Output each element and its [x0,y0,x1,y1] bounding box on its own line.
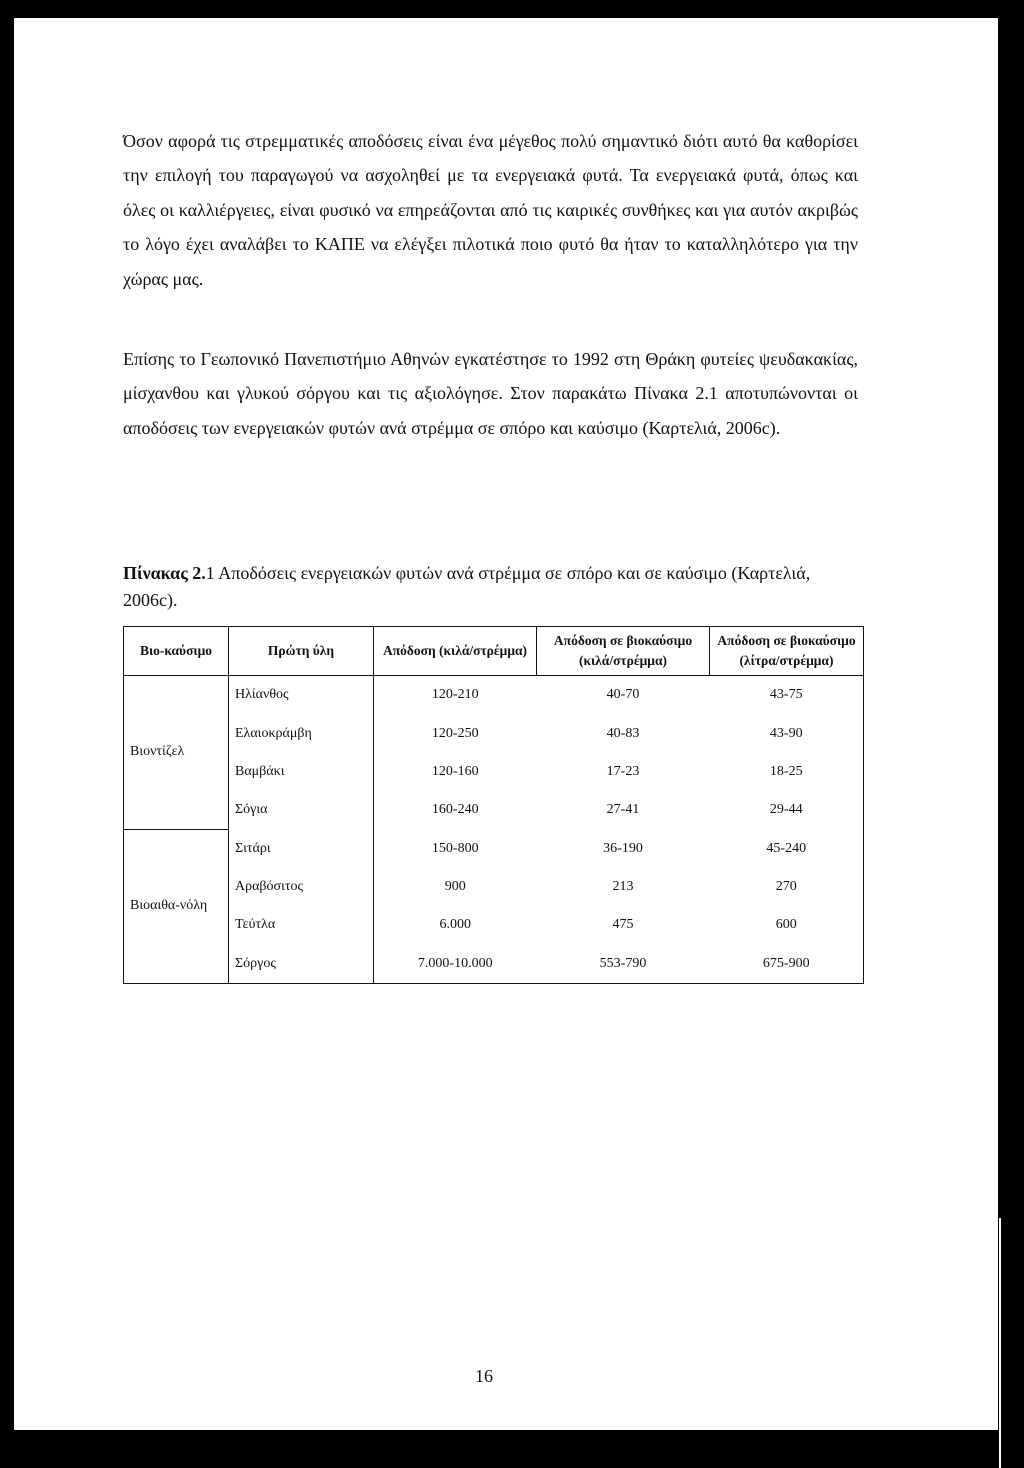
table-caption [123,560,863,614]
header-biofuel-kg: Απόδοση σε βιοκαύσιμο (κιλά/στρέμμα) [537,627,710,676]
cell-biofuel-kg: 17-23 [606,763,640,779]
table-row [124,829,864,867]
document-page [14,18,998,1430]
cell-biofuel-litres: 43-90 [769,725,803,741]
table-row [124,714,864,752]
table-row [124,945,864,984]
caption-label: Πίνακας 2. [123,563,206,583]
cell-biofuel-kg: 213 [612,879,634,894]
cell-yield: 150-800 [431,840,479,856]
cell-yield: 160-240 [431,802,479,818]
cell-raw: Ηλίανθος [229,676,374,715]
cell-biofuel-kg: 27-41 [606,802,640,818]
cell-biofuel-litres: 29-44 [769,802,803,818]
edge-line [999,1218,1001,1468]
cell-yield: 6.000 [439,917,471,933]
cell-raw: Ελαιοκράμβη [229,714,374,752]
yields-table [123,626,864,984]
group-biodiesel: Βιοντίζελ [124,676,229,830]
table-row [124,791,864,829]
cell-biofuel-kg: 40-83 [606,725,640,741]
table-row [124,753,864,791]
cell-biofuel-kg: 36-190 [603,840,643,856]
header-yield: Απόδοση (κιλά/στρέμμα) [374,627,537,676]
cell-biofuel-litres: 600 [775,917,797,933]
cell-biofuel-litres: 43-75 [769,687,803,703]
cell-biofuel-litres: 45-240 [766,840,807,856]
table-row [124,868,864,906]
table-header-row [124,627,864,676]
cell-raw: Βαμβάκι [229,753,374,791]
page-number: 16 [475,1366,493,1386]
paragraph-yields: Όσον αφορά τις στρεμματικές αποδόσεις είναι ένα μέγεθος πολύ σημαντικό διότι αυτό θα καθορίσει την επιλογή του παραγωγού να ασχοληθεί με τα ενεργειακά φυτά. Τα ενεργειακά φυτά, όπως και όλες οι καλλιέργειες, είναι φυσικό να επηρεάζονται από τις καιρικές συνθήκες και για αυτόν ακριβώς το λόγο έχει αναλάβει το ΚΑΠΕ να ελέγξει πιλοτικά ποιο φυτό θα ήταν το καταλληλότερο για την χώρας μας. [123,131,858,289]
cell-yield: 120-160 [431,763,479,779]
cell-raw: Σιτάρι [229,829,374,867]
caption-text: 1 Αποδόσεις ενεργειακών φυτών ανά στρέμμα σε σπόρο και σε καύσιμο (Καρτελιά, 2006c). [123,563,811,610]
header-raw-material: Πρώτη ύλη [229,627,374,676]
cell-raw: Σόργος [229,945,374,984]
cell-biofuel-kg: 40-70 [606,687,640,703]
cell-raw: Σόγια [229,791,374,829]
table-row [124,676,864,715]
cell-raw: Τεύτλα [229,906,374,944]
cell-biofuel-litres: 18-25 [769,763,803,779]
cell-yield: 120-210 [431,687,479,703]
cell-biofuel-kg: 553-790 [599,955,647,971]
table-row [124,906,864,944]
header-biofuel-litres: Απόδοση σε βιοκαύσιμο (λίτρα/στρέμμα) [710,627,864,676]
cell-yield: 7.000-10.000 [417,955,493,971]
cell-raw: Αραβόσιτος [229,868,374,906]
cell-biofuel-kg: 475 [612,917,634,933]
cell-yield: 900 [444,879,466,894]
cell-biofuel-litres: 675-900 [762,955,810,971]
header-biofuel: Βιο-καύσιμο [124,627,229,676]
paragraph-university: Επίσης το Γεωπονικό Πανεπιστήμιο Αθηνών εγκατέστησε το 1992 στη Θράκη φυτείες ψευδακακίας, μίσχανθου και γλυκού σόργου και τις αξιολόγησε. Στον παρακάτω Πίνακα 2.1 αποτυπώνονται οι αποδόσεις των ενεργειακών φυτών ανά στρέμμα σε σπόρο και καύσιμο (Καρτελιά, 2006c). [123,349,858,438]
group-bioethanol: Βιοαιθα-νόλη [124,829,229,983]
cell-yield: 120-250 [431,725,479,741]
cell-biofuel-litres: 270 [775,879,797,894]
